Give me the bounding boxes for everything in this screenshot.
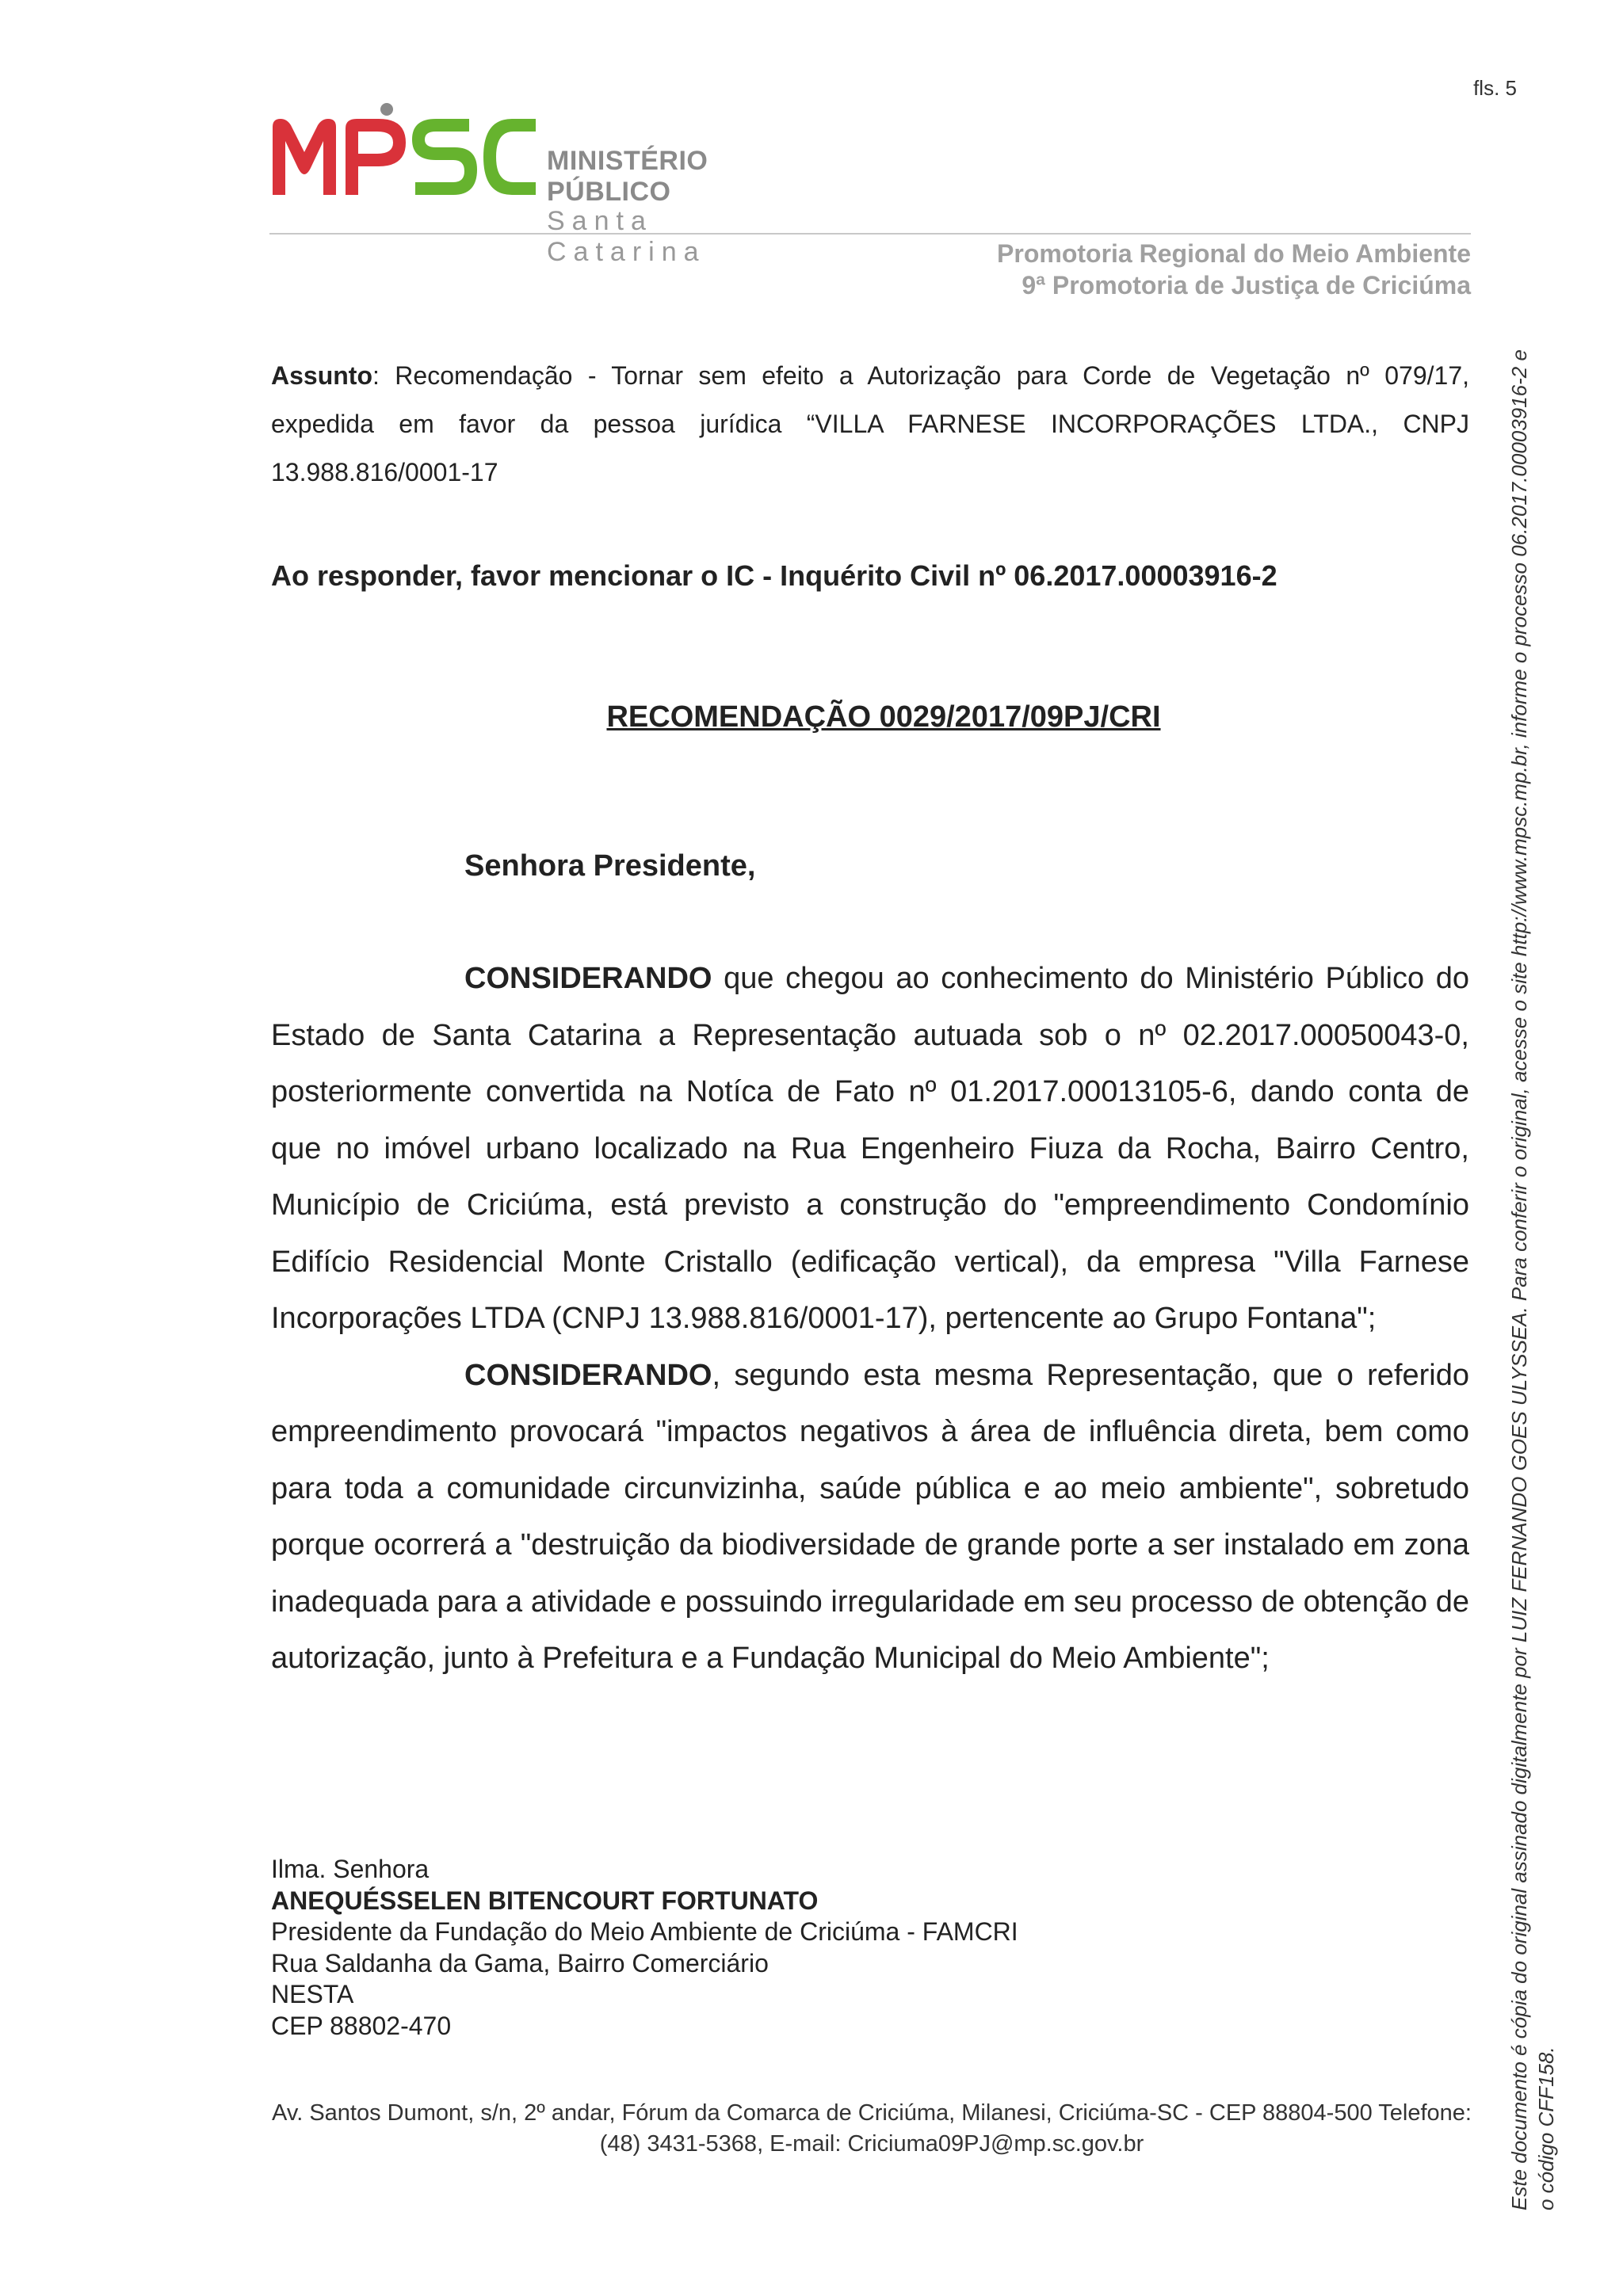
header-line1: Promotoria Regional do Meio Ambiente	[997, 239, 1471, 268]
paragraph-1	[271, 951, 1469, 1348]
logo-text	[547, 146, 824, 268]
addressee-greeting: Ilma. Senhora	[271, 1855, 430, 1883]
recommendation-title: RECOMENDAÇÃO 0029/2017/09PJ/CRI	[606, 700, 1161, 734]
subject-text-line1: : Recomendação - Tornar sem efeito a Autorização para Corde de Vegetação nº 079/17,	[372, 361, 1469, 390]
paragraph-2-text: , segundo esta mesma Representação, que o referido empreendimento provocará "impactos negativos à área de influência direta, bem como para toda a comunidade circunvizinha, saúde pública e ao meio ambiente", sobretudo porque ocorrerá a "destruição da biodiversidade de grande porte a ser instalado em zona inadequada para a atividade e possuindo irregularidade em seu processo de obtenção de autorização, junto à Prefeitura e a Fundação Municipal do Meio Ambiente";	[271, 1358, 1469, 1675]
page-number: fls. 5	[1473, 76, 1517, 100]
addressee-name: ANEQUÉSSELEN BITENCOURT FORTUNATO	[271, 1886, 819, 1915]
logo-line2: Santa Catarina	[547, 206, 706, 267]
footer-line2: (48) 3431-5368, E-mail: Criciuma09PJ@mp.sc.gov.br	[599, 2131, 1144, 2157]
side-note-signature	[1506, 206, 1560, 2210]
addressee-cep: CEP 88802-470	[271, 2011, 452, 2040]
subject-text-line2: expedida em favor da pessoa jurídica “VILLA FARNESE INCORPORAÇÕES LTDA., CNPJ	[271, 410, 1469, 438]
side-note-container	[1506, 206, 1569, 2210]
paragraph-1-text: que chegou ao conhecimento do Ministério Público do Estado de Santa Catarina a Representação autuada sob o nº 02.2017.00050043-0, posteriormente convertida na Notíca de Fato nº 01.2017.00013105-6, dando conta de que no imóvel urbano localizado na Rua Engenheiro Fiuza da Rocha, Bairro Centro, Município de Criciúma, está previsto a construção do "empreendimento Condomínio Edifício Residencial Monte Cristallo (edificação vertical), da empresa "Villa Farnese Incorporações LTDA (CNPJ 13.988.816/0001-17), pertencente ao Grupo Fontana";	[271, 962, 1469, 1335]
addressee-title: Presidente da Fundação do Meio Ambiente de Criciúma - FAMCRI	[271, 1917, 1018, 1946]
paragraph-2	[271, 1348, 1469, 1688]
header-divider	[269, 233, 1471, 235]
subject-block	[271, 352, 1469, 497]
paragraph-1-lead: CONSIDERANDO	[464, 962, 712, 995]
paragraph-2-lead: CONSIDERANDO	[464, 1358, 712, 1392]
addressee-city: NESTA	[271, 1980, 354, 2008]
footer-line1: Av. Santos Dumont, s/n, 2º andar, Fórum da Comarca de Criciúma, Milanesi, Criciúma-SC - CEP 88804-500 Telefone:	[272, 2100, 1472, 2126]
addressee-street: Rua Saldanha da Gama, Bairro Comerciário	[271, 1948, 769, 1978]
header-promotoria	[997, 238, 1471, 301]
salutation: Senhora Presidente,	[464, 849, 756, 883]
reply-note: Ao responder, favor mencionar o IC - Inquérito Civil nº 06.2017.00003916-2	[271, 559, 1277, 592]
logo-line1: MINISTÉRIO PÚBLICO	[547, 146, 708, 207]
mpsc-logo	[269, 101, 824, 267]
subject-label: Assunto	[271, 361, 372, 390]
footer	[271, 2098, 1472, 2160]
addressee-block	[271, 1854, 1018, 2042]
mpsc-logo-mark	[269, 101, 539, 204]
subject-text-line3: 13.988.816/0001-17	[271, 458, 498, 486]
side-note-line2: o código CFF158.	[1534, 2046, 1558, 2210]
side-note-line1: Este documento é cópia do original assinado digitalmente por LUIZ FERNANDO GOES ULYSSEA. Para conferir o original, acesse o site http://www.mpsc.mp.br, informe o processo 06.2017.00003916-2 e	[1507, 349, 1531, 2210]
header-line2: 9ª Promotoria de Justiça de Criciúma	[1022, 271, 1471, 299]
body-text	[271, 951, 1469, 1688]
